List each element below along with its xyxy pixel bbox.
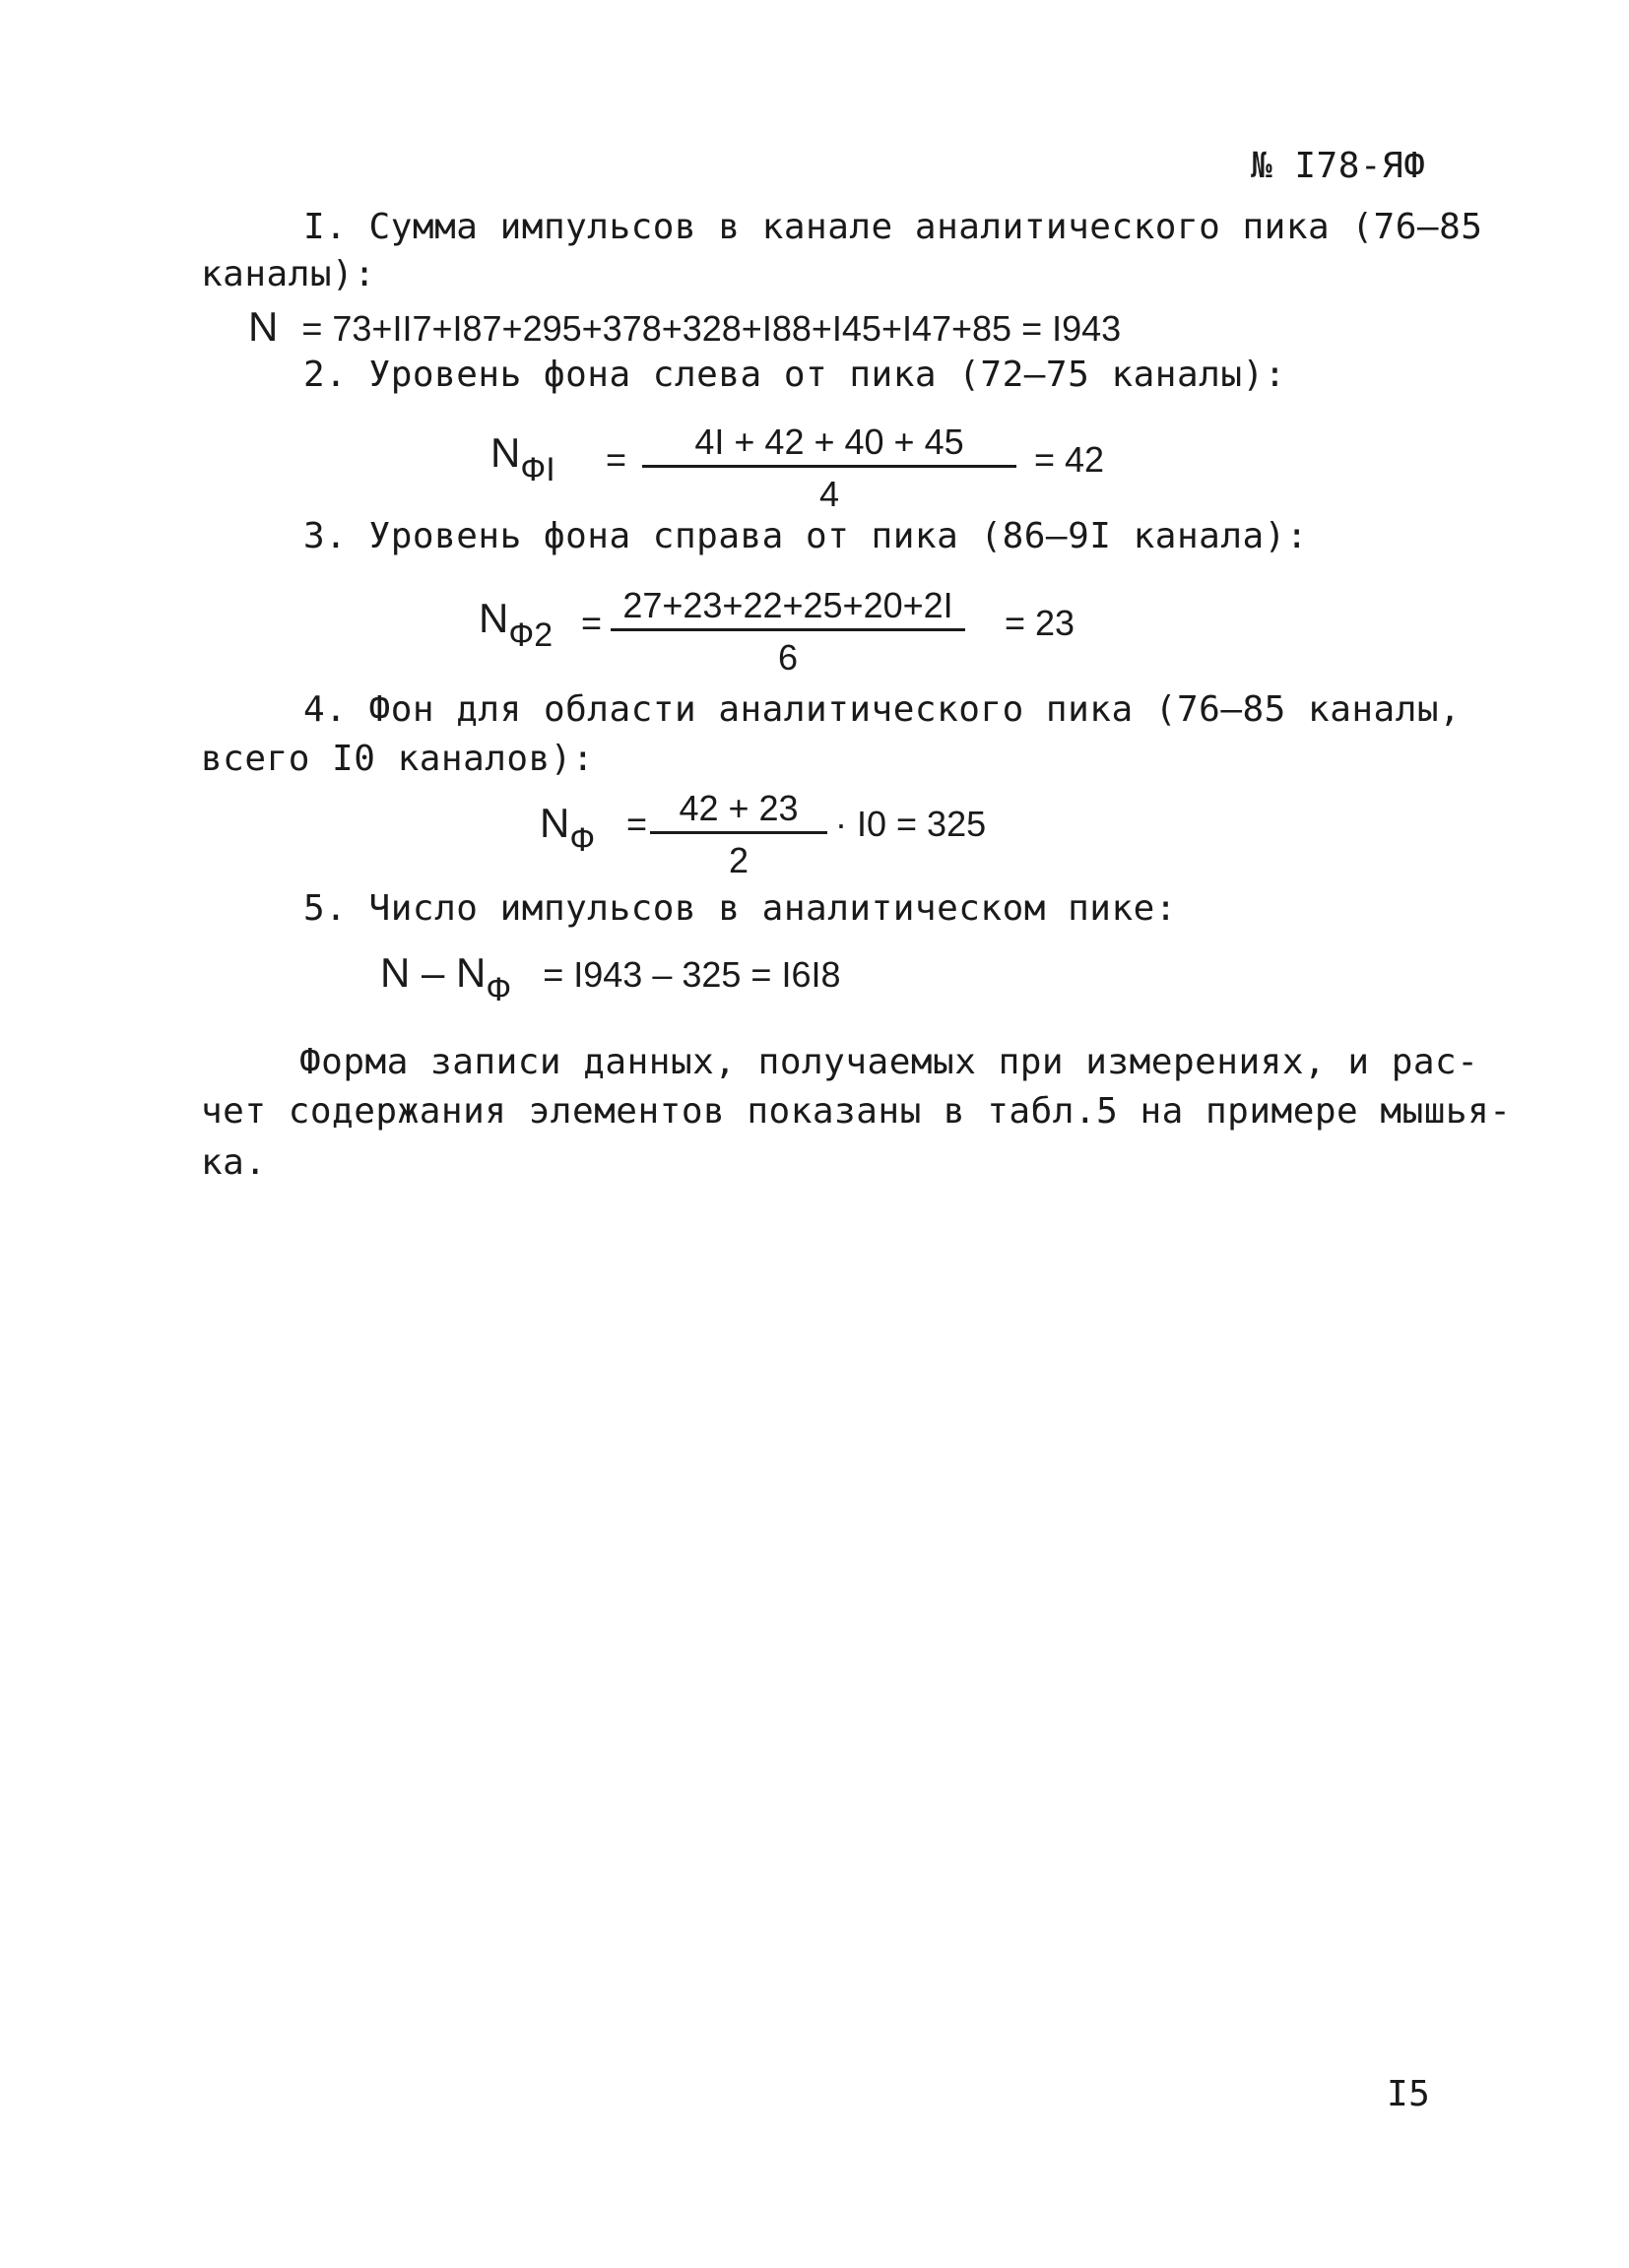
formula-3-fraction [611,585,965,679]
formula-3-lhs [479,595,554,654]
closing-line-2: чет содержания элементов показаны в табл.5 на примере мышья- [201,1091,1512,1132]
formula-5-expr: = I943 – 325 = I6I8 [543,954,841,995]
item-1-text [303,207,1482,247]
formula-3-denominator: 6 [777,637,799,678]
formula-3-sub: Ф2 [508,616,554,654]
formula-2-N: N [490,429,521,476]
formula-1-lhs: N [248,303,279,350]
formula-2-fraction [642,421,1016,515]
closing-line-3: ка. [201,1142,267,1183]
formula-2-lhs [490,429,555,488]
formula-4-fraction [650,788,827,881]
item-4-line2: всего I0 каналов): [201,739,595,779]
item-3-number: 3. [303,516,348,556]
formula-3-result: = 23 [1005,603,1075,643]
formula-2-result: = 42 [1034,439,1105,480]
item-2-text [303,355,1286,395]
item-4-number: 4. [303,689,348,730]
formula-4-sub: Ф [569,821,596,859]
page-number: I5 [1387,2074,1431,2114]
item-3-line1: Уровень фона справа от пика (86–9I канала): [368,516,1309,556]
item-5-line1: Число импульсов в аналитическом пике: [368,888,1177,929]
formula-1-expr: = 73+II7+I87+295+378+328+I88+I45+I47+85 = I943 [301,308,1122,349]
item-1-line2: каналы): [201,254,376,294]
formula-4-denominator: 2 [728,840,749,880]
formula-3-N: N [479,595,509,641]
item-5-formula [380,949,841,1008]
formula-4-N: N [540,800,570,846]
item-3-text [303,516,1308,556]
formula-4-lhs [540,800,596,859]
formula-5-lhs: N – N [380,949,487,996]
formula-4-eq: = [626,804,648,844]
formula-4-result: · I0 = 325 [835,804,987,844]
item-2-number: 2. [303,355,348,395]
formula-2-numerator: 4I + 42 + 40 + 45 [642,421,1016,468]
item-4-text [303,689,1461,730]
formula-4-numerator: 42 + 23 [650,788,827,834]
formula-3-numerator: 27+23+22+25+20+2I [611,585,965,631]
formula-5-sub: Ф [486,971,512,1008]
doc-number: № I78-ЯФ [1251,146,1426,186]
item-1-number: I. [303,207,348,247]
formula-2-sub: ФI [520,451,555,488]
item-4-line1: Фон для области аналитического пика (76–85 каналы, [368,689,1462,730]
item-1-line1: Сумма импульсов в канале аналитического пика (76–85 [368,207,1483,247]
formula-2-denominator: 4 [818,474,840,514]
item-1-formula [248,303,1121,351]
formula-2-eq: = [606,439,627,480]
formula-3-eq: = [581,603,603,643]
item-5-text [303,888,1177,929]
item-2-line1: Уровень фона слева от пика (72–75 каналы): [368,355,1286,395]
item-5-number: 5. [303,888,348,929]
closing-line-1: Форма записи данных, получаемых при измерениях, и рас- [299,1042,1479,1082]
